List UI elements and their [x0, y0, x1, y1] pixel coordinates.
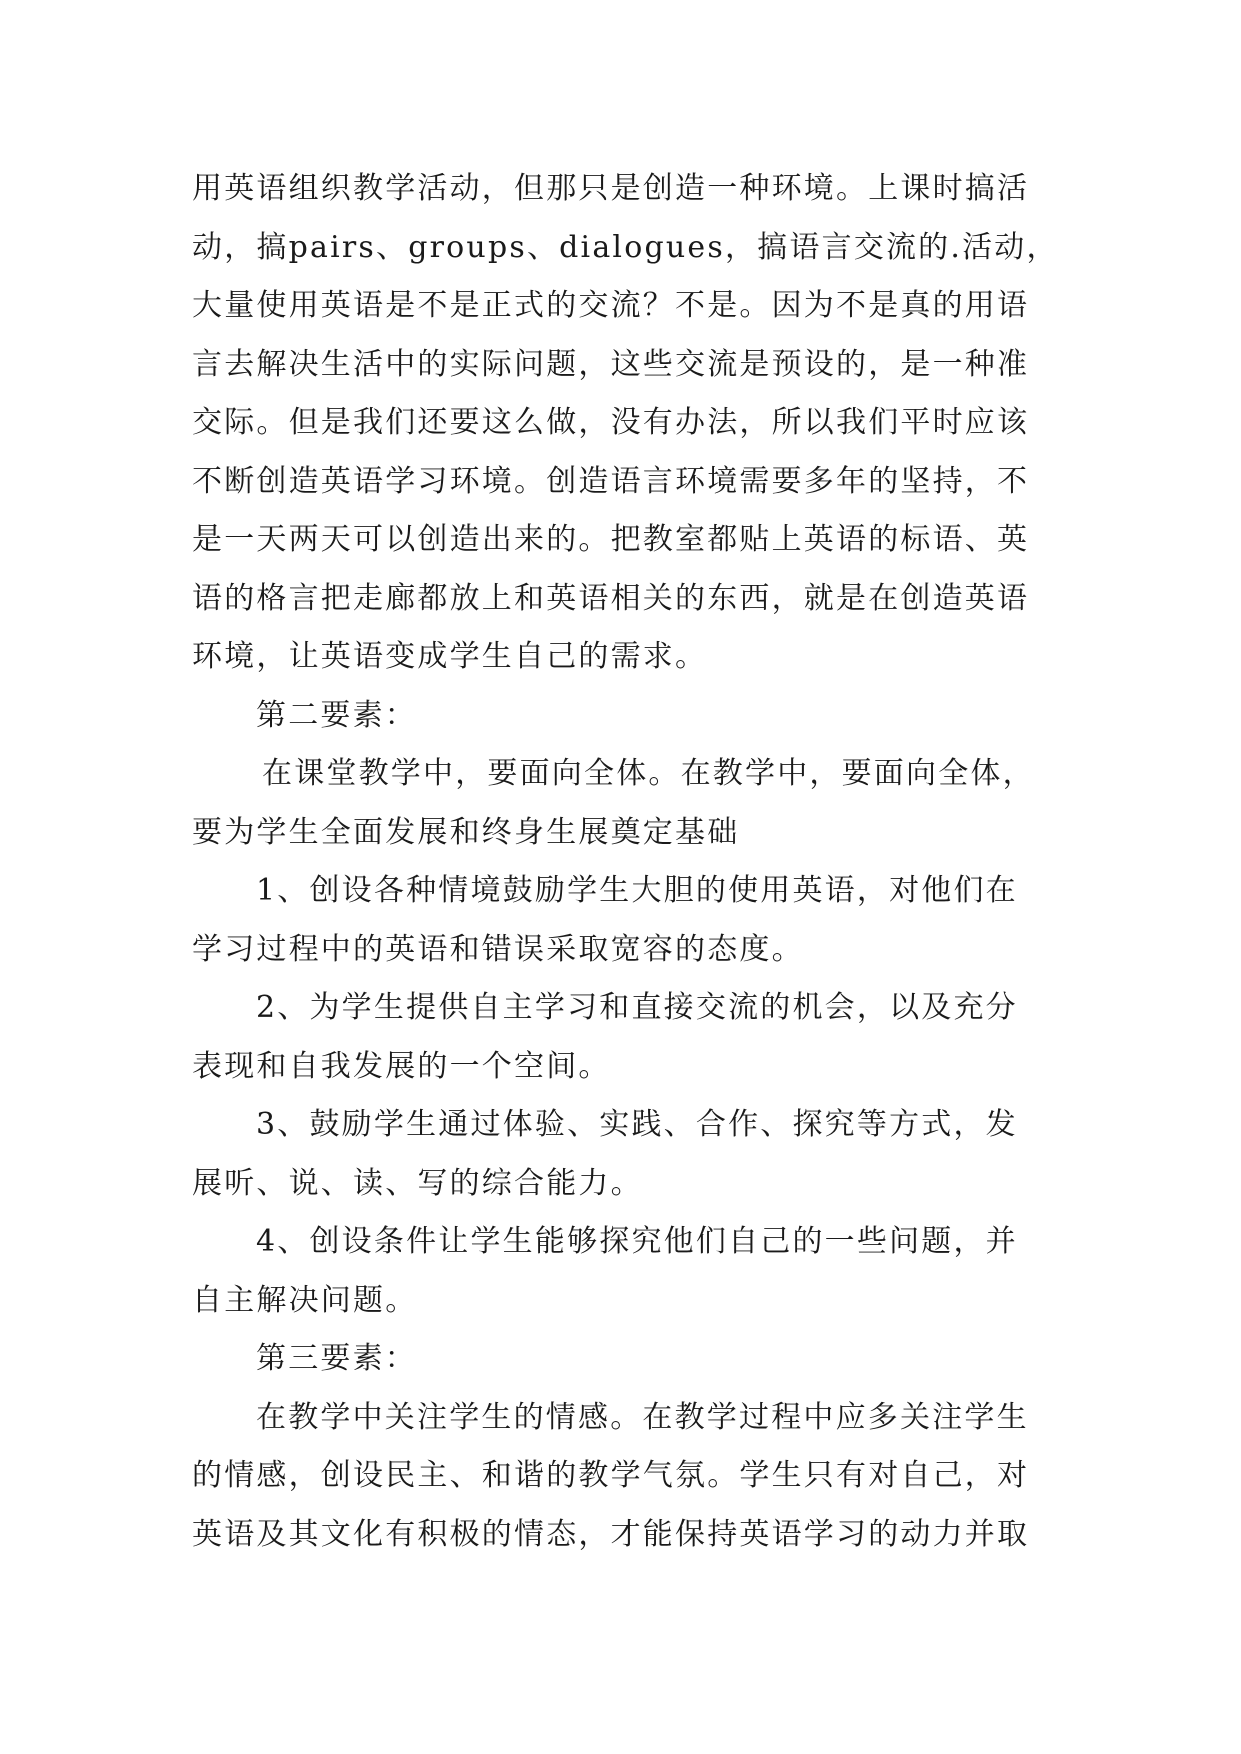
text-line: 语的格言把走廊都放上和英语相关的东西，就是在创造英语	[192, 580, 1030, 616]
text-line: 在课堂教学中，要面向全体。在教学中，要面向全体，	[262, 756, 1035, 791]
list-item: 4、创设条件让学生能够探究他们自己的一些问题，并	[256, 1224, 1018, 1259]
text-line: 用英语组织教学活动，但那只是创造一种环境。上课时搞活	[192, 171, 1030, 206]
text-line: 要为学生全面发展和终身生展奠定基础	[192, 814, 740, 850]
list-item: 2、为学生提供自主学习和直接交流的机会，以及充分	[256, 990, 1018, 1025]
section-heading: 第三要素：	[256, 1341, 417, 1376]
body-text	[192, 160, 1072, 1564]
text-line: 的情感，创设民主、和谐的教学气氛。学生只有对自己，对	[192, 1458, 1030, 1493]
list-item: 3、鼓励学生通过体验、实践、合作、探究等方式，发	[256, 1107, 1018, 1142]
list-item: 1、创设各种情境鼓励学生大胆的使用英语，对他们在	[256, 873, 1018, 908]
text-line: 交际。但是我们还要这么做，没有办法，所以我们平时应该	[192, 405, 1030, 440]
text-line: 学习过程中的英语和错误采取宽容的态度。	[192, 931, 804, 967]
text-line: 英语及其文化有积极的情态，才能保持英语学习的动力并取	[192, 1516, 1030, 1552]
text-line: 是一天两天可以创造出来的。把教室都贴上英语的标语、英	[192, 522, 1030, 557]
text-line: 环境，让英语变成学生自己的需求。	[192, 639, 708, 674]
section-heading: 第二要素：	[256, 697, 417, 733]
text-line: 自主解决问题。	[192, 1282, 418, 1318]
text-line: 不断创造英语学习环境。创造语言环境需要多年的坚持，不	[192, 463, 1030, 499]
text-line: 在教学中关注学生的情感。在教学过程中应多关注学生	[256, 1399, 1029, 1435]
text-line: 大量使用英语是不是正式的交流？不是。因为不是真的用语	[192, 288, 1030, 323]
text-line: 表现和自我发展的一个空间。	[192, 1048, 611, 1084]
text-line: 动，搞pairs、groups、dialogues，搞语言交流的.活动，	[192, 229, 1059, 265]
text-line: 言去解决生活中的实际问题，这些交流是预设的，是一种准	[192, 346, 1030, 382]
text-line: 展听、说、读、写的综合能力。	[192, 1165, 643, 1201]
